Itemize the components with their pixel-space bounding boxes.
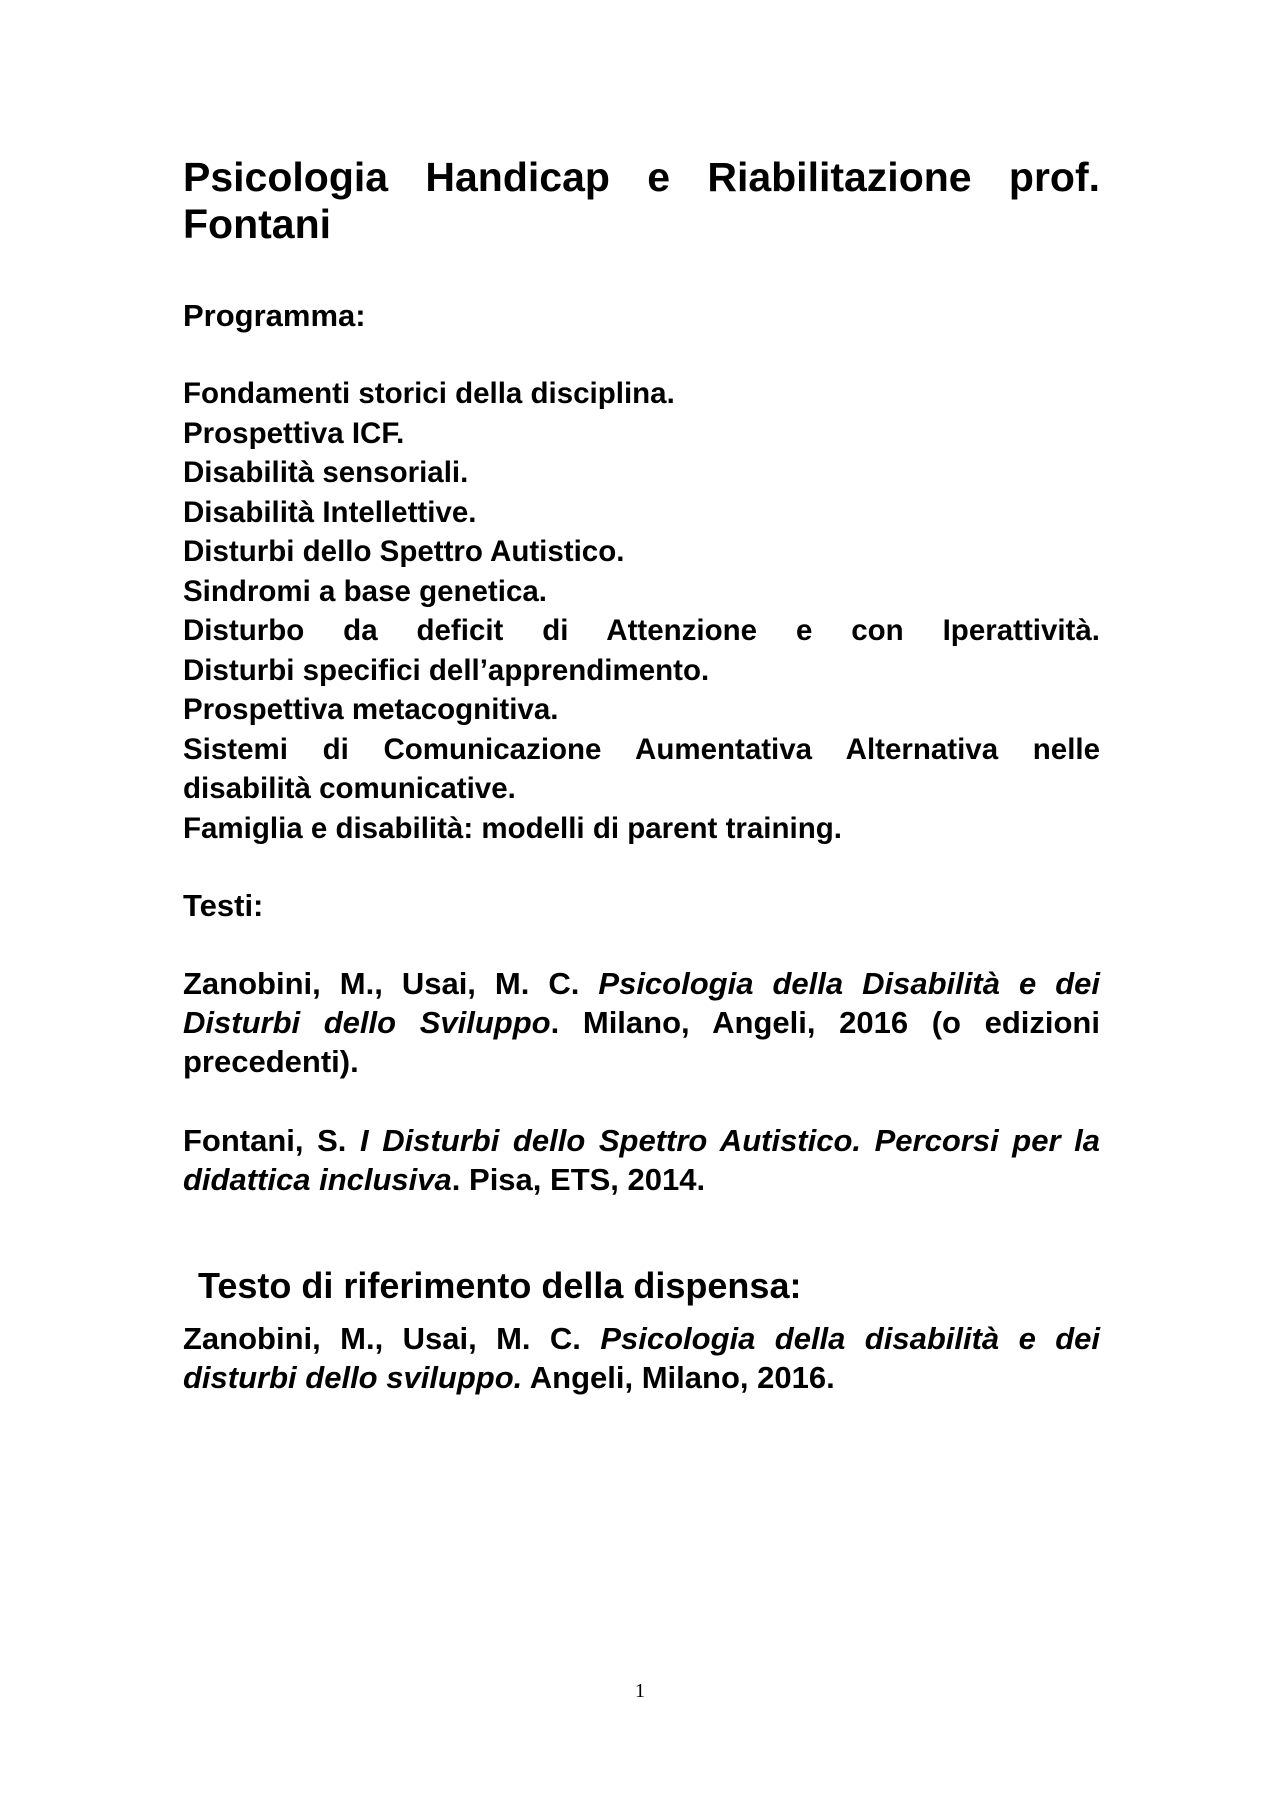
programma-topic-list — [183, 374, 1100, 848]
reference-publication: Pisa, ETS, 2014. — [469, 1162, 706, 1197]
document-page — [183, 154, 1100, 1397]
reference-entry — [183, 1121, 1100, 1199]
reference-publication: Angeli, Milano, 2016. — [529, 1360, 835, 1395]
reference-title: Psicologia della Disabilità e dei Disturbi dello Sviluppo — [183, 966, 1100, 1040]
reference-title: I Disturbi dello Spettro Autistico. Percorsi per la didattica inclusiva — [183, 1123, 1100, 1197]
topic-item: Prospettiva ICF. — [183, 416, 405, 450]
testi-heading: Testi: — [183, 888, 264, 923]
topic-item: Disturbo da deficit di Attenzione e con Iperattività. — [183, 614, 1100, 647]
page-number: 1 — [635, 1680, 645, 1702]
topic-item: Disabilità sensoriali. — [183, 456, 469, 489]
topic-item: Disturbi specifici dell’apprendimento. — [183, 653, 710, 687]
reference-entry — [183, 964, 1100, 1081]
topic-item: Prospettiva metacognitiva. — [183, 693, 559, 726]
topic-item: Famiglia e disabilità: modelli di parent training. — [183, 811, 842, 845]
topic-item: Sindromi a base genetica. — [183, 574, 547, 608]
topic-item: Sistemi di Comunicazione Aumentativa Alternativa nelle disabilità comunicative. — [183, 732, 1100, 805]
programma-heading: Programma: — [183, 298, 366, 333]
topic-item: Disturbi dello Spettro Autistico. — [183, 535, 625, 568]
reference-title-punct: . — [451, 1162, 461, 1197]
dispensa-heading: Testo di riferimento della dispensa: — [198, 1265, 802, 1306]
document-title: Psicologia Handicap e Riabilitazione prof. Fontani — [183, 154, 1100, 247]
dispensa-reference — [183, 1319, 1100, 1397]
reference-title-punct: . — [550, 1005, 560, 1040]
reference-authors: Fontani, S. — [183, 1123, 347, 1158]
topic-item: Disabilità Intellettive. — [183, 495, 477, 529]
reference-authors: Zanobini, M., Usai, M. C. — [183, 1321, 581, 1356]
reference-publication: Milano, Angeli, 2016 (o edizioni precedenti). — [183, 1005, 1100, 1079]
reference-title: Psicologia della disabilità e dei disturbi dello sviluppo. — [183, 1321, 1100, 1395]
reference-authors: Zanobini, M., Usai, M. C. — [183, 966, 580, 1001]
topic-item: Fondamenti storici della disciplina. — [183, 377, 675, 410]
